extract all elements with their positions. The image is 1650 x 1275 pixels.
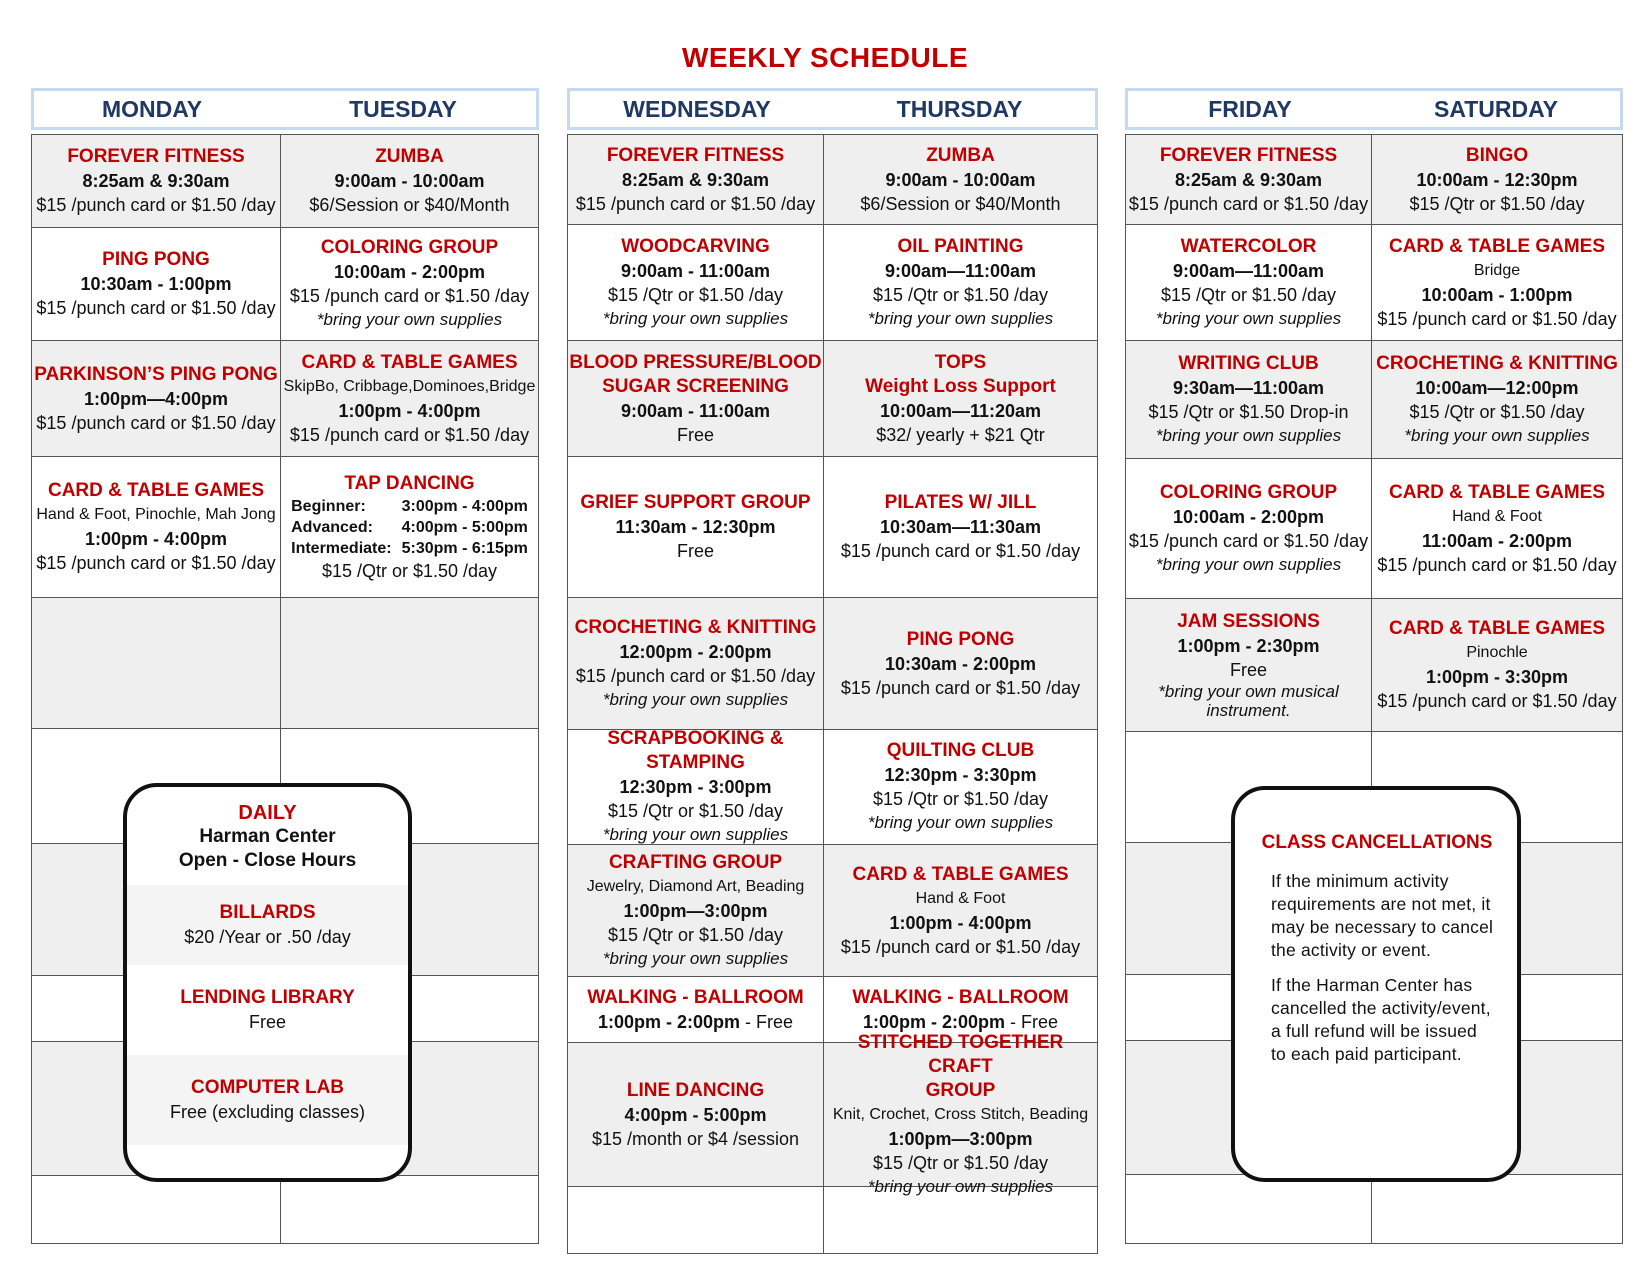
activity-price: $15 /punch card or $1.50 /day	[1377, 691, 1617, 711]
activity-name: FOREVER FITNESS	[1159, 144, 1338, 166]
day-label-saturday: SATURDAY	[1434, 96, 1558, 122]
activity-cell	[280, 457, 538, 597]
activity-cell	[823, 1031, 1097, 1196]
activity-name: LINE DANCING	[626, 1079, 765, 1101]
activity-price: $15 /month or $4 /session	[591, 1128, 800, 1149]
activity-cell	[280, 228, 538, 340]
activity-name: PING PONG	[102, 249, 210, 270]
activity-note: *bring your own supplies	[1155, 425, 1342, 445]
daily-item-computer-lab	[127, 1055, 408, 1145]
activity-price: $15 /punch card or $1.50 /day	[36, 553, 276, 573]
empty-cell	[32, 598, 280, 728]
activity-time: 1:00pm—4:00pm	[83, 388, 229, 409]
activity-cell	[1126, 225, 1371, 340]
activity-time: 10:00am—12:00pm	[1415, 377, 1579, 398]
activity-time: 10:30am - 1:00pm	[80, 274, 232, 294]
activity-cell	[1126, 341, 1371, 458]
activity-time: 4:00pm - 5:00pm	[624, 1104, 767, 1125]
activity-time: 8:25am & 9:30am	[82, 171, 230, 191]
daily-item-detail: Free	[248, 1012, 286, 1032]
activity-time: 12:00pm - 2:00pm	[619, 641, 772, 662]
activity-name: FOREVER FITNESS	[67, 146, 245, 167]
schedule-row	[1126, 599, 1622, 732]
activity-price: $15 /punch card or $1.50 /day	[36, 412, 276, 433]
activity-name-line2: GROUP	[925, 1079, 996, 1101]
activity-note: *bring your own supplies	[867, 308, 1054, 328]
activity-name: CARD & TABLE GAMES	[301, 351, 518, 373]
activity-cell	[823, 457, 1097, 597]
schedule-row	[568, 1187, 1097, 1254]
activity-name: WRITING CLUB	[1178, 352, 1319, 374]
level-label: Beginner:	[291, 497, 366, 515]
activity-cell	[1371, 599, 1622, 731]
daily-item-name: BILLARDS	[219, 902, 316, 923]
activity-cell	[568, 341, 823, 456]
activity-price: $15 /punch card or $1.50 /day	[1128, 530, 1369, 551]
activity-note: *bring your own supplies	[602, 825, 789, 844]
empty-cell	[568, 1187, 823, 1253]
activity-price: $15 /punch card or $1.50 /day	[36, 195, 276, 215]
day-label-tuesday: TUESDAY	[349, 96, 457, 122]
activity-time: 10:00am - 12:30pm	[1416, 169, 1578, 190]
activity-time: 10:30am - 2:00pm	[884, 653, 1037, 674]
activity-note: *bring your own supplies	[316, 310, 503, 329]
activity-name: CARD & TABLE GAMES	[852, 863, 1069, 885]
schedule-row	[568, 1031, 1097, 1196]
activity-time: 11:00am - 2:00pm	[1421, 530, 1573, 551]
activity-name: WOODCARVING	[621, 235, 770, 257]
empty-cell	[1371, 1175, 1622, 1243]
activity-detail: Hand & Foot	[915, 889, 1006, 907]
activity-name: CARD & TABLE GAMES	[1388, 481, 1606, 503]
activity-price: Free	[676, 424, 714, 445]
class-cancellations-box	[1231, 786, 1521, 1182]
activity-cell	[1371, 225, 1622, 340]
activity-note: *bring your own supplies	[1155, 554, 1342, 574]
activity-price: $15 /Qtr or $1.50 /day	[872, 789, 1049, 809]
activity-price: $15 /punch card or $1.50 /day	[575, 665, 816, 686]
activity-detail: Knit, Crochet, Cross Stitch, Beading	[832, 1105, 1089, 1123]
activity-time: 9:30am—11:00am	[1172, 377, 1325, 398]
activity-note: *bring your own supplies	[1155, 308, 1342, 328]
activity-name: WALKING - BALLROOM	[587, 986, 804, 1008]
activity-time: 1:00pm—3:00pm	[888, 1128, 1033, 1149]
activity-price: $15 /punch card or $1.50 /day	[840, 677, 1081, 698]
activity-name: STITCHED TOGETHER CRAFT	[857, 1031, 1064, 1077]
daily-line1: Harman Center	[199, 826, 336, 847]
activity-name: QUILTING CLUB	[886, 740, 1035, 761]
activity-price: $15 /Qtr or $1.50 /day	[607, 284, 784, 305]
activity-time: 9:00am - 11:00am	[620, 400, 771, 421]
activity-price: $15 /punch card or $1.50 /day	[1377, 308, 1617, 329]
activity-time: 9:00am—11:00am	[884, 260, 1037, 281]
schedule-row	[32, 457, 538, 598]
activity-price: $15 /Qtr or $1.50 /day	[321, 560, 498, 581]
daily-item-name: LENDING LIBRARY	[180, 987, 355, 1008]
activity-time: 9:00am - 11:00am	[620, 260, 771, 281]
schedule-row	[1126, 135, 1622, 225]
activity-time: 8:25am & 9:30am	[621, 169, 770, 190]
activity-name: BLOOD PRESSURE/BLOOD	[569, 351, 822, 373]
activity-cell	[568, 225, 823, 340]
activity-time: 10:00am - 2:00pm	[333, 262, 486, 282]
activity-time: 1:00pm - 4:00pm	[338, 400, 481, 421]
activity-detail: Hand & Foot	[1452, 507, 1542, 525]
schedule-row	[568, 845, 1097, 977]
activity-price: $15 /Qtr or $1.50 /day	[872, 1152, 1049, 1173]
activity-price: $15 /punch card or $1.50 /day	[840, 541, 1081, 561]
level-time: 4:00pm - 5:00pm	[401, 518, 528, 536]
activity-name: CARD & TABLE GAMES	[47, 480, 265, 501]
activity-cell	[823, 341, 1097, 456]
activity-cell	[568, 977, 823, 1042]
day-header	[567, 88, 1098, 130]
activity-cell	[280, 135, 538, 227]
activity-price: Free	[676, 541, 714, 561]
activity-price: Free	[1021, 1011, 1059, 1032]
schedule-row	[568, 135, 1097, 225]
activity-price: $15 /Qtr or $1.50 /day	[1409, 401, 1585, 422]
schedule-row	[1126, 1175, 1622, 1244]
activity-name-line2: Weight Loss Support	[865, 375, 1056, 397]
activity-cell	[1371, 459, 1622, 598]
activity-name: CROCHETING & KNITTING	[1376, 352, 1618, 374]
activity-cell	[568, 845, 823, 976]
activity-price: $15 /Qtr or $1.50 /day	[872, 284, 1049, 305]
activity-price: $15 /Qtr or $1.50 Drop-in	[1148, 401, 1349, 422]
day-label-monday: MONDAY	[101, 96, 203, 122]
activity-cell	[1126, 459, 1371, 598]
level-time: 3:00pm - 4:00pm	[401, 497, 528, 515]
level-time: 5:30pm - 6:15pm	[401, 539, 528, 557]
activity-time: 1:00pm - 3:30pm	[1425, 667, 1569, 687]
activity-name: BINGO	[1465, 144, 1529, 166]
activity-note: *bring your own supplies	[867, 813, 1054, 832]
cancellations-paragraph-2: If the Harman Center has cancelled the activity/event, a full refund will be issued to each paid participant.	[1271, 975, 1491, 1064]
activity-detail: SkipBo, Cribbage,Dominoes,Bridge	[283, 377, 536, 395]
activity-time: 11:30am - 12:30pm	[615, 517, 776, 537]
activity-cell	[568, 457, 823, 597]
activity-note: *bring your own supplies	[1404, 425, 1590, 445]
schedule-row	[32, 341, 538, 457]
activity-cell	[568, 1043, 823, 1186]
activity-price: $15 /punch card or $1.50 /day	[289, 424, 530, 445]
empty-cell	[32, 1176, 280, 1243]
activity-name: TOPS	[934, 351, 987, 373]
schedule-row	[568, 225, 1097, 341]
activity-cell	[1126, 135, 1371, 224]
day-header	[31, 88, 539, 130]
activity-time: 9:00am—11:00am	[1172, 260, 1325, 281]
activity-time: 1:00pm - 2:00pm	[862, 1011, 1006, 1032]
activity-time: 1:00pm—3:00pm	[623, 900, 768, 921]
schedule-row	[32, 1176, 538, 1244]
cancellations-paragraph-1: If the minimum activity requirements are not met, it may be necessary to cancel the activity or event.	[1271, 871, 1494, 960]
activity-price: $15 /punch card or $1.50 /day	[1377, 554, 1617, 575]
activity-name: PILATES W/ JILL	[884, 492, 1037, 513]
activity-name: CARD & TABLE GAMES	[1388, 235, 1606, 257]
activity-time-price	[598, 1010, 793, 1034]
activity-time: 12:30pm - 3:30pm	[884, 765, 1037, 785]
daily-header	[127, 787, 408, 873]
activity-cell	[1371, 135, 1622, 224]
activity-time: 1:00pm - 2:30pm	[1177, 636, 1320, 656]
empty-cell	[823, 1187, 1097, 1253]
daily-item-name: COMPUTER LAB	[190, 1077, 345, 1098]
activity-name: ZUMBA	[375, 146, 444, 167]
daily-item-billards	[127, 885, 408, 965]
schedule-grid	[567, 134, 1098, 1254]
activity-name: JAM SESSIONS	[1177, 611, 1320, 632]
activity-time: 9:00am - 10:00am	[885, 169, 1036, 190]
activity-name: ZUMBA	[926, 144, 995, 166]
activity-time: 1:00pm - 4:00pm	[889, 912, 1032, 933]
activity-time: 12:30pm - 3:00pm	[619, 777, 772, 797]
empty-cell	[280, 1176, 538, 1243]
daily-item-detail: $20 /Year or .50 /day	[184, 927, 351, 947]
activity-price: Free	[756, 1011, 794, 1032]
schedule-row	[32, 228, 538, 341]
activity-cell	[280, 341, 538, 456]
activity-name: CROCHETING & KNITTING	[574, 616, 817, 638]
activity-time: 10:00am—11:20am	[879, 400, 1042, 421]
activity-cell	[568, 598, 823, 729]
activity-cell	[568, 135, 823, 224]
schedule-row	[32, 598, 538, 729]
activity-cell	[32, 135, 280, 227]
activity-price: $6/Session or $40/Month	[309, 195, 510, 215]
activity-cell	[823, 135, 1097, 224]
activity-price: $32/ yearly + $21 Qtr	[876, 424, 1045, 445]
level-label: Advanced:	[291, 518, 373, 536]
activity-price: $6/Session or $40/Month	[860, 193, 1061, 214]
activity-price: $15 /Qtr or $1.50 /day	[607, 801, 784, 821]
empty-cell	[280, 598, 538, 728]
activity-time: 10:30am—11:30am	[879, 517, 1042, 537]
page-title: WEEKLY SCHEDULE	[682, 42, 968, 73]
activity-note: *bring your own supplies	[602, 689, 789, 709]
activity-price: $15 /punch card or $1.50 /day	[575, 193, 816, 214]
activity-cell	[823, 598, 1097, 729]
activity-name-line2: SUGAR SCREENING	[602, 375, 789, 397]
activity-cell	[1371, 341, 1622, 458]
day-label-friday: FRIDAY	[1208, 96, 1292, 122]
daily-title: DAILY	[238, 802, 297, 824]
daily-item-lending-library	[127, 965, 408, 1055]
activity-detail: Hand & Foot, Pinochle, Mah Jong	[36, 506, 276, 523]
cancellations-title: CLASS CANCELLATIONS	[1261, 832, 1493, 853]
activity-time: 10:00am - 1:00pm	[1421, 284, 1573, 305]
activity-price: $15 /punch card or $1.50 /day	[840, 936, 1081, 957]
activity-price: Free	[1229, 660, 1267, 680]
day-label-wednesday: WEDNESDAY	[623, 96, 771, 122]
empty-cell	[1126, 1175, 1371, 1243]
activity-name: COLORING GROUP	[320, 237, 499, 258]
separator: -	[1005, 1011, 1022, 1032]
activity-time: 10:00am - 2:00pm	[1172, 506, 1325, 527]
activity-price: $15 /punch card or $1.50 /day	[289, 286, 530, 306]
activity-cell	[823, 845, 1097, 976]
activity-time: 8:25am & 9:30am	[1174, 169, 1323, 190]
activity-name: TAP DANCING	[344, 472, 475, 494]
activity-name: PARKINSON’S PING PONG	[34, 363, 278, 385]
schedule-row	[1126, 225, 1622, 341]
activity-time: 9:00am - 10:00am	[334, 171, 485, 191]
activity-name: CARD & TABLE GAMES	[1388, 618, 1606, 639]
daily-item-detail: Free (excluding classes)	[169, 1102, 366, 1122]
activity-name: CRAFTING GROUP	[608, 851, 783, 873]
activity-name: COLORING GROUP	[1159, 481, 1338, 503]
activity-name: WALKING - BALLROOM	[852, 986, 1069, 1008]
daily-box	[123, 783, 412, 1182]
activity-name: OIL PAINTING	[897, 235, 1024, 257]
activity-cell	[823, 225, 1097, 340]
activity-cell	[32, 457, 280, 597]
activity-note: *bring your own supplies	[602, 948, 789, 968]
day-label-thursday: THURSDAY	[896, 96, 1023, 122]
activity-price: $15 /Qtr or $1.50 /day	[1160, 284, 1337, 305]
level-label: Intermediate:	[291, 539, 392, 557]
schedule-row	[32, 135, 538, 228]
activity-time: 1:00pm - 4:00pm	[84, 529, 228, 549]
activity-note: *bring your own supplies	[602, 308, 789, 328]
schedule-row	[568, 730, 1097, 845]
activity-name: SCRAPBOOKING & STAMPING	[607, 728, 784, 773]
activity-cell	[32, 228, 280, 340]
activity-price: $15 /Qtr or $1.50 /day	[1409, 193, 1585, 214]
schedule-row	[568, 598, 1097, 730]
activity-price: $15 /Qtr or $1.50 /day	[607, 924, 784, 945]
activity-time: 1:00pm - 2:00pm	[597, 1011, 741, 1032]
panel-wednesday-thursday	[567, 88, 1098, 1252]
activity-price: $15 /punch card or $1.50 /day	[1128, 193, 1369, 214]
activity-name: WATERCOLOR	[1180, 235, 1317, 257]
activity-cell	[32, 341, 280, 456]
activity-name: PING PONG	[906, 628, 1015, 650]
daily-line2: Open - Close Hours	[178, 850, 357, 871]
activity-name: GRIEF SUPPORT GROUP	[580, 492, 811, 513]
activity-price: $15 /punch card or $1.50 /day	[36, 298, 276, 318]
activity-name: FOREVER FITNESS	[606, 144, 785, 166]
level-schedule	[291, 496, 528, 559]
activity-detail: Pinochle	[1466, 644, 1528, 661]
schedule-row	[1126, 459, 1622, 599]
separator: -	[740, 1011, 757, 1032]
activity-detail: Jewelry, Diamond Art, Beading	[586, 877, 805, 895]
schedule-row	[1126, 341, 1622, 459]
activity-cell	[823, 730, 1097, 844]
schedule-row	[568, 341, 1097, 457]
activity-cell	[1126, 599, 1371, 731]
activity-note: *bring your own supplies	[867, 1176, 1054, 1196]
activity-note: *bring your own musical instrument.	[1158, 682, 1339, 720]
activity-detail: Bridge	[1473, 261, 1521, 279]
activity-cell	[568, 730, 823, 844]
schedule-row	[568, 457, 1097, 598]
day-header	[1125, 88, 1623, 130]
